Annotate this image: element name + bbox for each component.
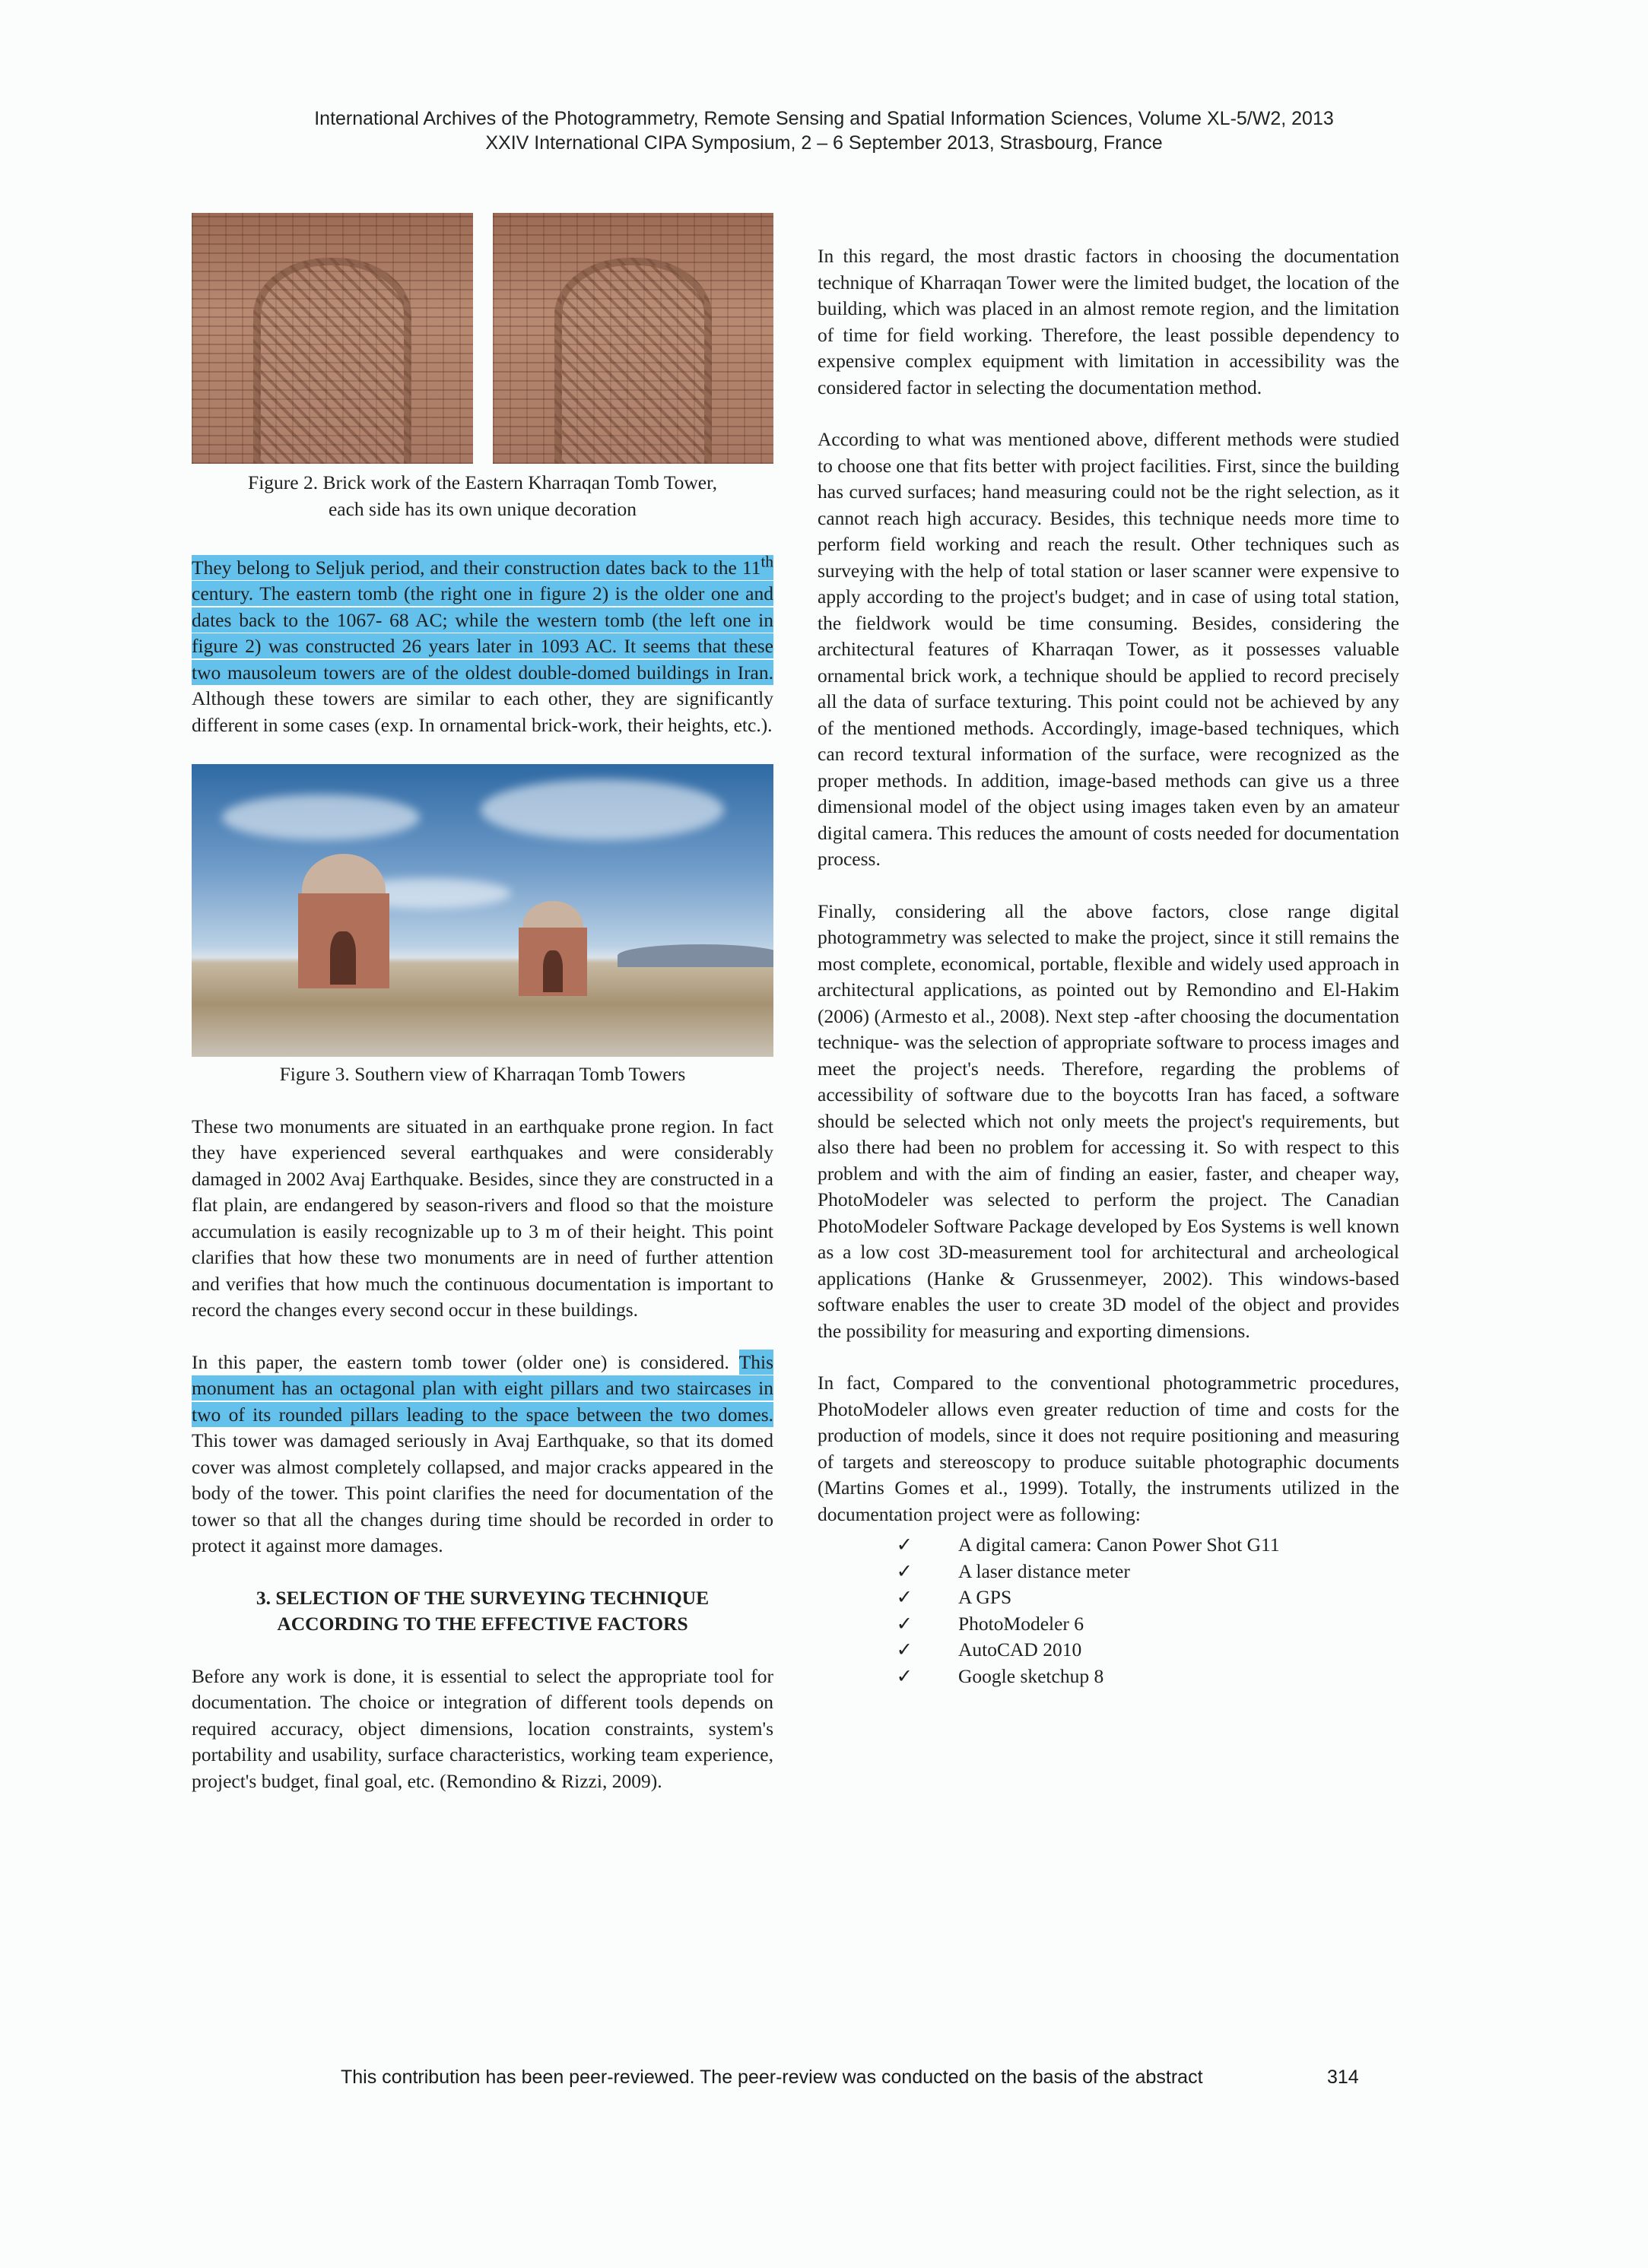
section-heading-line-1: 3. SELECTION OF THE SURVEYING TECHNIQUE (256, 1586, 710, 1609)
peer-review-note: This contribution has been peer-reviewed. The peer-review was conducted on the basis of the abstract (341, 2067, 1203, 2088)
check-icon: ✓ (896, 1612, 913, 1635)
cloud (481, 779, 724, 840)
header-line-2: XXIV International CIPA Symposium, 2 – 6 September 2013, Strasbourg, France (485, 132, 1163, 154)
right-column (818, 243, 1399, 1689)
paragraph-eastern-tomb (192, 1350, 773, 1559)
figure-2-caption (192, 470, 773, 522)
check-icon: ✓ (896, 1664, 913, 1687)
list-item-label: Google sketchup 8 (958, 1664, 1104, 1687)
paragraph-text: This tower was damaged seriously in Avaj Earthquake, so that its domed cover was almost completely collapsed, and major cracks appeared in the body of the tower. This point clarifies the need for documentation of the tower so that all the changes during time should be recorded in order to protect it against more damages. (192, 1429, 773, 1556)
list-item-label: A laser distance meter (958, 1559, 1130, 1582)
west-tower-dome (302, 854, 386, 899)
figure-3-photo (192, 764, 773, 1057)
paragraph-seljuk (192, 548, 773, 738)
section-heading-line-2: ACCORDING TO THE EFFECTIVE FACTORS (277, 1613, 688, 1635)
highlight-octagonal: This monument has an octagonal plan with eight pillars and two staircases in two of its rounded pillars leading to the space between the two domes. (192, 1350, 773, 1426)
figure-2-caption-line-1: Figure 2. Brick work of the Eastern Kharraqan Tomb Tower, (248, 471, 717, 493)
figure-2-right-photo (493, 213, 773, 464)
check-icon: ✓ (896, 1638, 913, 1661)
list-item-label: AutoCAD 2010 (958, 1638, 1082, 1661)
check-icon: ✓ (896, 1534, 913, 1556)
paragraph-photogrammetry: Finally, considering all the above factors, close range digital photogrammetry was selected to make the project, since it still remains the most complete, economical, portable, flexible and widely used approach in architectural applications, as pointed out by Remondino and El-Hakim (2006) (Armesto et al., 2008). Next step -after choosing the documentation technique- was the selection of appropriate software to process images and meet the project's needs. Therefore, regarding the problems of accessibility of software due to the boycotts Iran has faced, a software should be selected which not only meets the project's requirements, but also there had been no problem for accessing it. So with respect to this problem and with the aim of finding an easier, faster, and cheaper way, PhotoModeler was selected to perform the project. The Canadian PhotoModeler Software Package developed by Eos Systems is well known as a low cost 3D-measurement tool for architectural and archeological applications (Hanke & Grussenmeyer, 2002). This windows-based software enables the user to create 3D model of the object and provides the possibility for measuring and exporting dimensions. (818, 899, 1399, 1342)
header-line-1: International Archives of the Photogrammetry, Remote Sensing and Spatial Information Sciences, Volume XL-5/W2, 2013 (314, 108, 1334, 129)
arch-decoration (253, 258, 411, 464)
list-item (818, 1611, 1399, 1638)
superscript: th (760, 552, 773, 570)
list-item (818, 1637, 1399, 1664)
list-item (818, 1532, 1399, 1559)
figure-3-caption: Figure 3. Southern view of Kharraqan Tomb Towers (279, 1063, 686, 1085)
paragraph-earthquake: These two monuments are situated in an earthquake prone region. In fact they have experienced several earthquakes and were considerably damaged in 2002 Avaj Earthquake. Besides, since they are constructed in a flat plain, are endangered by season-rivers and flood so that the moisture accumulation is easily recognizable up to 3 m of their height. This point clarifies that how these two monuments are in need of further attention and verifies that how much the continuous documentation is important to record the changes every second occur in these buildings. (192, 1115, 773, 1321)
figure-2 (192, 213, 773, 464)
figure-2-left-photo (192, 213, 473, 464)
paragraph-text: In this paper, the eastern tomb tower (older one) is considered. (192, 1350, 739, 1373)
paragraph-methods: According to what was mentioned above, different methods were studied to choose one that fits better with project facilities. First, since the building has curved surfaces; hand measuring could not be the right selection, as it cannot reach high accuracy. Besides, this technique needs more time to perform field working and reach the result. Other techniques such as surveying with the help of total station or laser scanner were expensive to apply according to the project's budget; and in case of using total station, the fieldwork would be time consuming. Besides, considering the architectural features of Kharraqan Tower, as it possesses valuable ornamental brick work, a technique should be applied to record precisely all the data of surface texturing. This point could not be achieved by any of the mentioned methods. Accordingly, image-based techniques, which can record textural information of the surface, were recognized as the proper methods. In addition, image-based methods can give us a three dimensional model of the object using images taken even by an amateur digital camera. This reduces the amount of costs needed for documentation process. (818, 428, 1399, 870)
arch-decoration (554, 258, 712, 464)
running-header (0, 106, 1648, 155)
list-item-label: A GPS (958, 1586, 1012, 1608)
check-icon: ✓ (896, 1586, 913, 1608)
page-footer (341, 2067, 1359, 2089)
list-item (818, 1584, 1399, 1611)
highlight-seljuk (192, 552, 773, 685)
paragraph-drastic-factors: In this regard, the most drastic factors in choosing the documentation technique of Kharraqan Tower were the limited budget, the location of the building, which was placed in an almost remote region, and the limitation of time for field working. Therefore, the least possible dependency to expensive complex equipment with limitation in accessibility was the considered factor in selecting the documentation method. (818, 245, 1399, 398)
east-tower-arch (543, 950, 563, 992)
paragraph-photomodeler: In fact, Compared to the conventional photogrammetric procedures, PhotoModeler allows even greater reduction of time and costs for the production of models, since it does not require positioning and measuring of targets and stereoscopy to produce suitable photographic documents (Martins Gomes et al., 1999). Totally, the instruments utilized in the documentation project were as following: (818, 1372, 1399, 1525)
highlighted-text: century. The eastern tomb (the right one in figure 2) is the older one and dates back to the 1067- 68 AC; while the western tomb (the left one in figure 2) was constructed 26 years later in 1093 AC. It seems that these two mausoleum towers are of the oldest double-domed buildings in Iran. (192, 582, 773, 684)
list-item (818, 1559, 1399, 1585)
list-item-label: A digital camera: Canon Power Shot G11 (958, 1534, 1280, 1556)
page-number: 314 (1327, 2067, 1359, 2088)
highlighted-text: They belong to Seljuk period, and their construction dates back to the 11 (192, 556, 761, 579)
west-tower-arch (330, 931, 356, 985)
paragraph-selection: Before any work is done, it is essential to select the appropriate tool for documentation. The choice or integration of different tools depends on required accuracy, object dimensions, location constraints, system's portability and usability, surface characteristics, working team experience, project's budget, final goal, etc. (Remondino & Rizzi, 2009). (192, 1664, 773, 1792)
section-3-heading (192, 1585, 773, 1638)
check-icon: ✓ (896, 1559, 913, 1582)
list-item-label: PhotoModeler 6 (958, 1612, 1084, 1635)
instrument-list (818, 1532, 1399, 1689)
paragraph-text: Although these towers are similar to each other, they are significantly different in some cases (exp. In ornamental brick-work, their heights, etc.). (192, 687, 773, 736)
mountain (618, 944, 773, 967)
list-item (818, 1664, 1399, 1690)
cloud (222, 795, 420, 840)
left-column (192, 213, 773, 1794)
figure-2-caption-line-2: each side has its own unique decoration (328, 497, 637, 520)
